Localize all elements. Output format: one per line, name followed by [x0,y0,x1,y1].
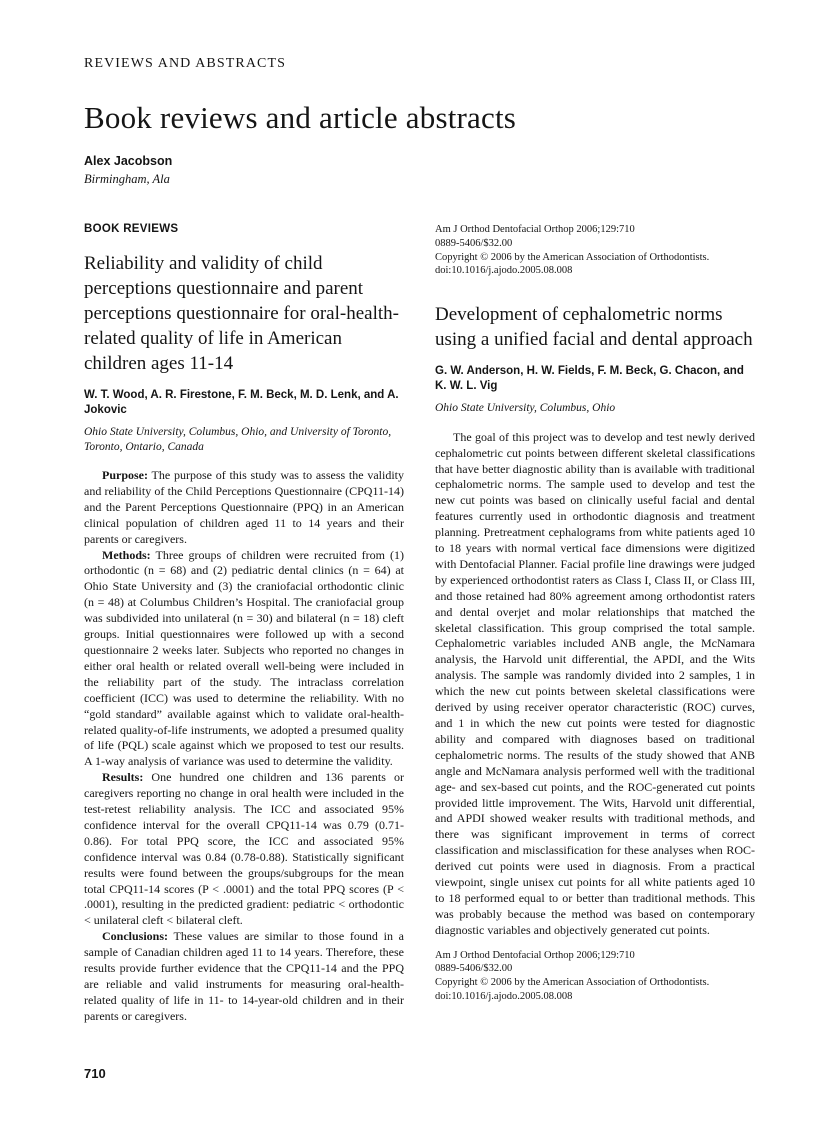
page-content [84,56,755,1025]
article-authors-left: W. T. Wood, A. R. Firestone, F. M. Beck, M. D. Lenk, and A. Jokovic [84,389,399,416]
citation-copyright-line: Copyright © 2006 by the American Association of Orthodontists. [435,251,710,263]
page-number: 710 [84,1066,106,1081]
citation-doi-line: doi:10.1016/j.ajodo.2005.08.008 [435,265,573,277]
left-column [84,223,404,1025]
paragraph-conclusions [84,929,404,1024]
paragraph-conclusions-text: These values are similar to those found in a sample of Canadian children aged 11 to 14 years. Therefore, these results provide further evidence that the CPQ11-14 and the PPQ are reliable and valid instruments for measuring oral-health-related quality of life in 11- to 14-year-old children and in their parents or caregivers. [84,929,404,1023]
paragraph-abstract-text: The goal of this project was to develop and test newly derived cephalometric cut points between different skeletal classifications that have better diagnostic ability than is available with traditional cephalometric norms. The sample used to develop and test the new cut points was based on clinically useful facial and dental features currently used in orthodontic diagnosis and treatment planning. Pretreatment cephalograms from white patients aged 10 to 18 years with normal vertical face dimensions were digitized with Dentofacial Planner. Facial profile line drawings were judged by experienced orthodontist raters as Class I, Class II, or Class III, and those retained had 80% agreement among orthodontist raters and dental overjet and molar relationships that matched the skeletal classification. This group comprised the total sample. Cephalometric variables included ANB angle, the McNamara analysis, the Harvold unit differential, the APDI, and the Wits analysis. The sample was randomly divided into 2 samples, 1 in which the new cut points between skeletal classifications were derived by using receiver operator characteristic (ROC) curves, and 1 in which the new cut points were tested for diagnostic ability and compared with diagnoses based on traditional cephalometric norms. The results of the study showed that ANB angle and McNamara analysis performed well with the traditional age- and sex-based cut points, and the ROC-generated cut points provided little improvement. The Wits, Harvold unit differential, and APDI showed weaker results with traditional methods, and there was significant improvement in terms of correct classification and misclassification for these analyses when ROC-derived cut points were used in diagnosis. From a practical viewpoint, single unisex cut points for all white patients aged 10 to 18 performed equal to or better than traditional methods. This was probably because the method was based on contemporary diagnostic variables and objectively generated cut points. [435,429,755,937]
article-affiliation-left: Ohio State University, Columbus, Ohio, and University of Toronto, Toronto, Ontario, Canada [84,426,392,453]
paragraph-methods-label: Methods: [102,547,151,562]
article-affiliation-right: Ohio State University, Columbus, Ohio [435,402,616,415]
citation-copyright-line: Copyright © 2006 by the American Association of Orthodontists. [435,977,710,989]
running-head: REVIEWS AND ABSTRACTS [84,56,287,71]
article-body-left [84,468,404,1025]
book-reviews-heading: BOOK REVIEWS [84,223,179,235]
article-authors-right: G. W. Anderson, H. W. Fields, F. M. Beck, G. Chacon, and K. W. L. Vig [435,365,744,393]
citation-block-bottom [435,949,755,1004]
page-title: Book reviews and article abstracts [84,100,517,135]
article-title-left: Reliability and validity of child perceptions questionnaire and parent perceptions questionnaire for oral-health-related quality of life in American children ages 11-14 [84,253,399,374]
paragraph-methods [84,548,404,771]
paragraph-conclusions-label: Conclusions: [102,929,169,944]
paragraph-results-label: Results: [102,770,144,785]
paragraph-purpose-label: Purpose: [102,468,148,482]
citation-issn-line: 0889-5406/$32.00 [435,963,513,975]
right-column [435,223,755,1004]
paragraph-results-text: One hundred one children and 136 parents or caregivers reporting no change in oral health were included in the test-retest reliability analysis. The ICC and associated 95% confidence interval for the overall CPQ11-14 was 0.79 (0.71-0.86). For total PPQ score, the ICC and associated 95% confidence interval was 0.84 (0.78-0.88). Statistically significant results were found between the groups/subgroups for the mean total CPQ11-14 scores (P < .0001) and the total PPQ scores (P < .0001), resulting in the predicted gradient: pediatric < orthodontic < unilateral cleft < bilateral cleft. [84,770,404,928]
article-body-right [435,430,755,939]
paragraph-purpose [84,468,404,548]
article-title-right: Development of cephalometric norms using a unified facial and dental approach [435,304,753,351]
citation-journal-line: Am J Orthod Dentofacial Orthop 2006;129:710 [435,224,635,235]
paragraph-purpose-text: The purpose of this study was to assess the validity and reliability of the Child Perceptions Questionnaire (CPQ11-14) and the Parent Perceptions Questionnaire (PPQ) in an American clinical population of children aged 11 to 14 years and their parents or caregivers. [84,468,404,546]
editor-location: Birmingham, Ala [84,172,170,186]
citation-journal-line: Am J Orthod Dentofacial Orthop 2006;129:710 [435,949,635,961]
paragraph-abstract [435,430,755,939]
citation-issn-line: 0889-5406/$32.00 [435,237,513,249]
two-column-layout [84,223,755,1025]
paragraph-results [84,770,404,929]
paragraph-methods-text: Three groups of children were recruited from (1) orthodontic (n = 68) and (2) pediatric dental clinics (n = 64) at Ohio State University and (3) the craniofacial orthodontic clinic (n = 48) at Columbus Children’s Hospital. The craniofacial group was subdivided into unilateral (n = 30) and bilateral (n = 18) cleft groups. Initial questionnaires were followed up with a second questionnaire 2 weeks later. Subjects who reported no changes in either oral health or related overall well-being were included in the reliability part of the study. The intraclass correlation coefficient (ICC) was used to determine the reliability. With no “gold standard” available against which to validate oral-health-related quality-of-life instruments, we adopted a presumed quality of life (PQL) scale against which we proposed to test our results. A 1-way analysis of variance was used to determine the validity. [84,547,404,769]
citation-doi-line: doi:10.1016/j.ajodo.2005.08.008 [435,991,573,1003]
editor-name: Alex Jacobson [84,154,173,168]
citation-block-top [435,223,755,278]
